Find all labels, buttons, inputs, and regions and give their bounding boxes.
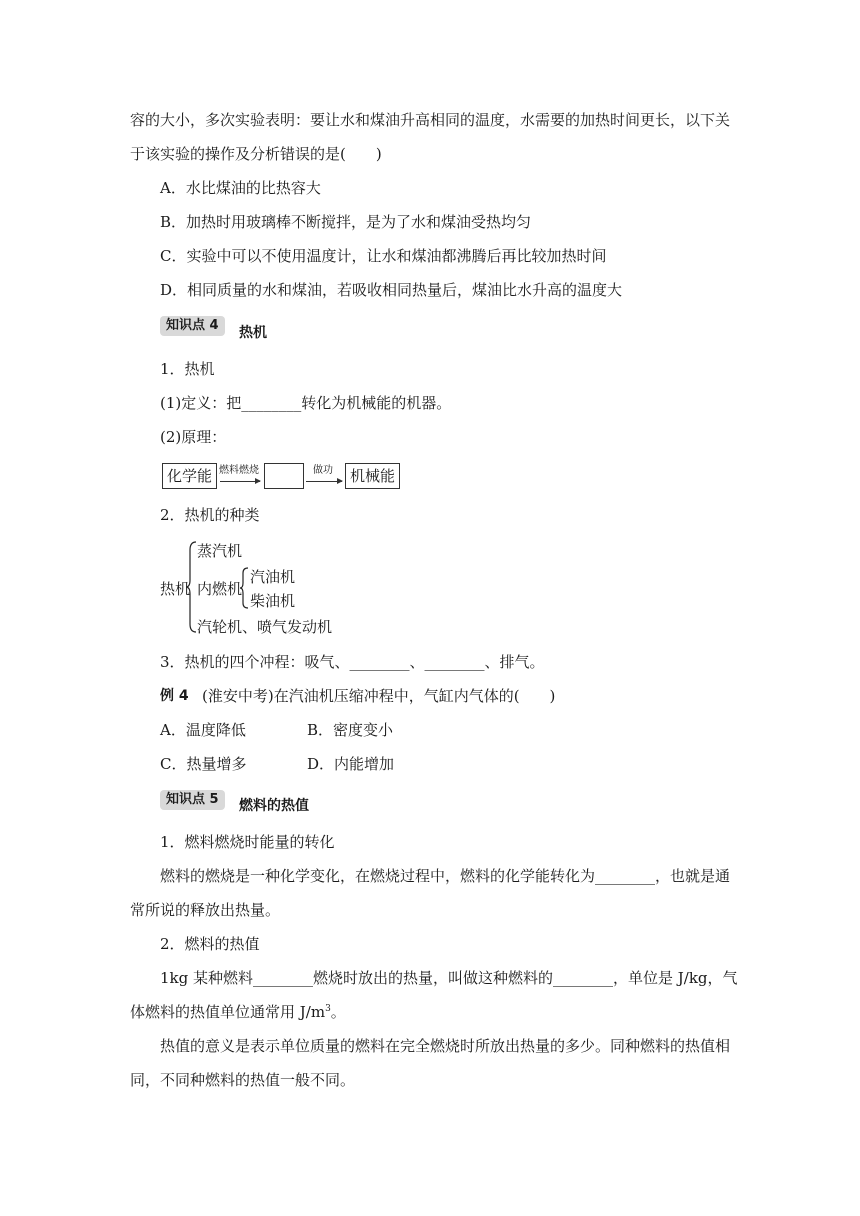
kp5-para1-line1: 燃料的燃烧是一种化学变化，在燃烧过程中，燃料的化学能转化为________，也就是通 — [160, 867, 731, 885]
kp5-item-2: 2．燃料的热值 — [160, 935, 260, 953]
flow-arrow-1 — [220, 481, 260, 482]
option-c: C．实验中可以不使用温度计，让水和煤油都沸腾后再比较加热时间 — [160, 247, 607, 265]
knowledge-point-badge-5: 知识点 5 — [160, 790, 225, 810]
kp4-definition: (1)定义：把________转化为机械能的机器。 — [160, 394, 452, 412]
flow-box-blank — [264, 463, 304, 489]
tree-root-heat-engine: 热机 — [160, 580, 191, 598]
kp4-principle: (2)原理： — [160, 428, 227, 446]
kp5-para2-line2: 体燃料的热值单位通常用 $J/m^3$。 — [130, 1003, 346, 1021]
tree-steam-engine: 蒸汽机 — [197, 542, 243, 560]
flow-arrow-label-work: 做功 — [313, 465, 333, 476]
example-4-option-b: B．密度变小 — [307, 721, 394, 739]
tree-diesel-engine: 柴油机 — [250, 592, 296, 610]
brace-left-small — [240, 566, 250, 610]
example-4-label: 例 4 — [160, 688, 189, 704]
example-4-option-a: A．温度降低 — [160, 721, 246, 739]
tree-gasoline-engine: 汽油机 — [250, 568, 296, 586]
kp5-para2-line1: 1kg 某种燃料________燃烧时放出的热量，叫做这种燃料的________，单位是 J/kg，气 — [160, 969, 738, 987]
question-text-line-1: 容的大小，多次实验表明：要让水和煤油升高相同的温度，水需要的加热时间更长，以下关 — [130, 111, 731, 129]
option-a: A．水比煤油的比热容大 — [160, 179, 321, 197]
kp5-item-1: 1．燃料燃烧时能量的转化 — [160, 833, 335, 851]
knowledge-point-badge-4: 知识点 4 — [160, 316, 225, 336]
option-d: D．相同质量的水和煤油，若吸收相同热量后，煤油比水升高的温度大 — [160, 281, 623, 299]
section-title-heat-engine: 热机 — [239, 325, 267, 341]
flow-arrow-2 — [306, 481, 342, 482]
kp4-item-3: 3．热机的四个冲程：吸气、________、________、排气。 — [160, 653, 545, 671]
kp5-para1-line2: 常所说的释放出热量。 — [130, 901, 281, 919]
section-title-fuel-heat-value: 燃料的热值 — [239, 798, 309, 814]
kp4-item-2: 2．热机的种类 — [160, 506, 260, 524]
flow-box-mechanical-energy: 机械能 — [345, 463, 400, 489]
kp4-item-1: 1．热机 — [160, 360, 215, 378]
option-b: B．加热时用玻璃棒不断搅拌，是为了水和煤油受热均匀 — [160, 213, 532, 231]
flow-arrow-label-burning: 燃料燃烧 — [219, 465, 259, 476]
tree-internal-combustion: 内燃机 — [197, 580, 243, 598]
kp5-para3-line2: 同，不同种燃料的热值一般不同。 — [130, 1071, 356, 1089]
example-4-text: (淮安中考)在汽油机压缩冲程中，气缸内气体的( ) — [202, 687, 556, 705]
flow-box-chemical-energy: 化学能 — [162, 463, 217, 489]
kp5-para3-line1: 热值的意义是表示单位质量的燃料在完全燃烧时所放出热量的多少。同种燃料的热值相 — [160, 1037, 731, 1055]
example-4-option-d: D．内能增加 — [307, 755, 395, 773]
tree-turbine-jet: 汽轮机、喷气发动机 — [197, 618, 333, 636]
question-text-line-2: 于该实验的操作及分析错误的是( ) — [130, 145, 382, 163]
superscript-3: 3 — [325, 1004, 331, 1014]
example-4-option-c: C．热量增多 — [160, 755, 247, 773]
